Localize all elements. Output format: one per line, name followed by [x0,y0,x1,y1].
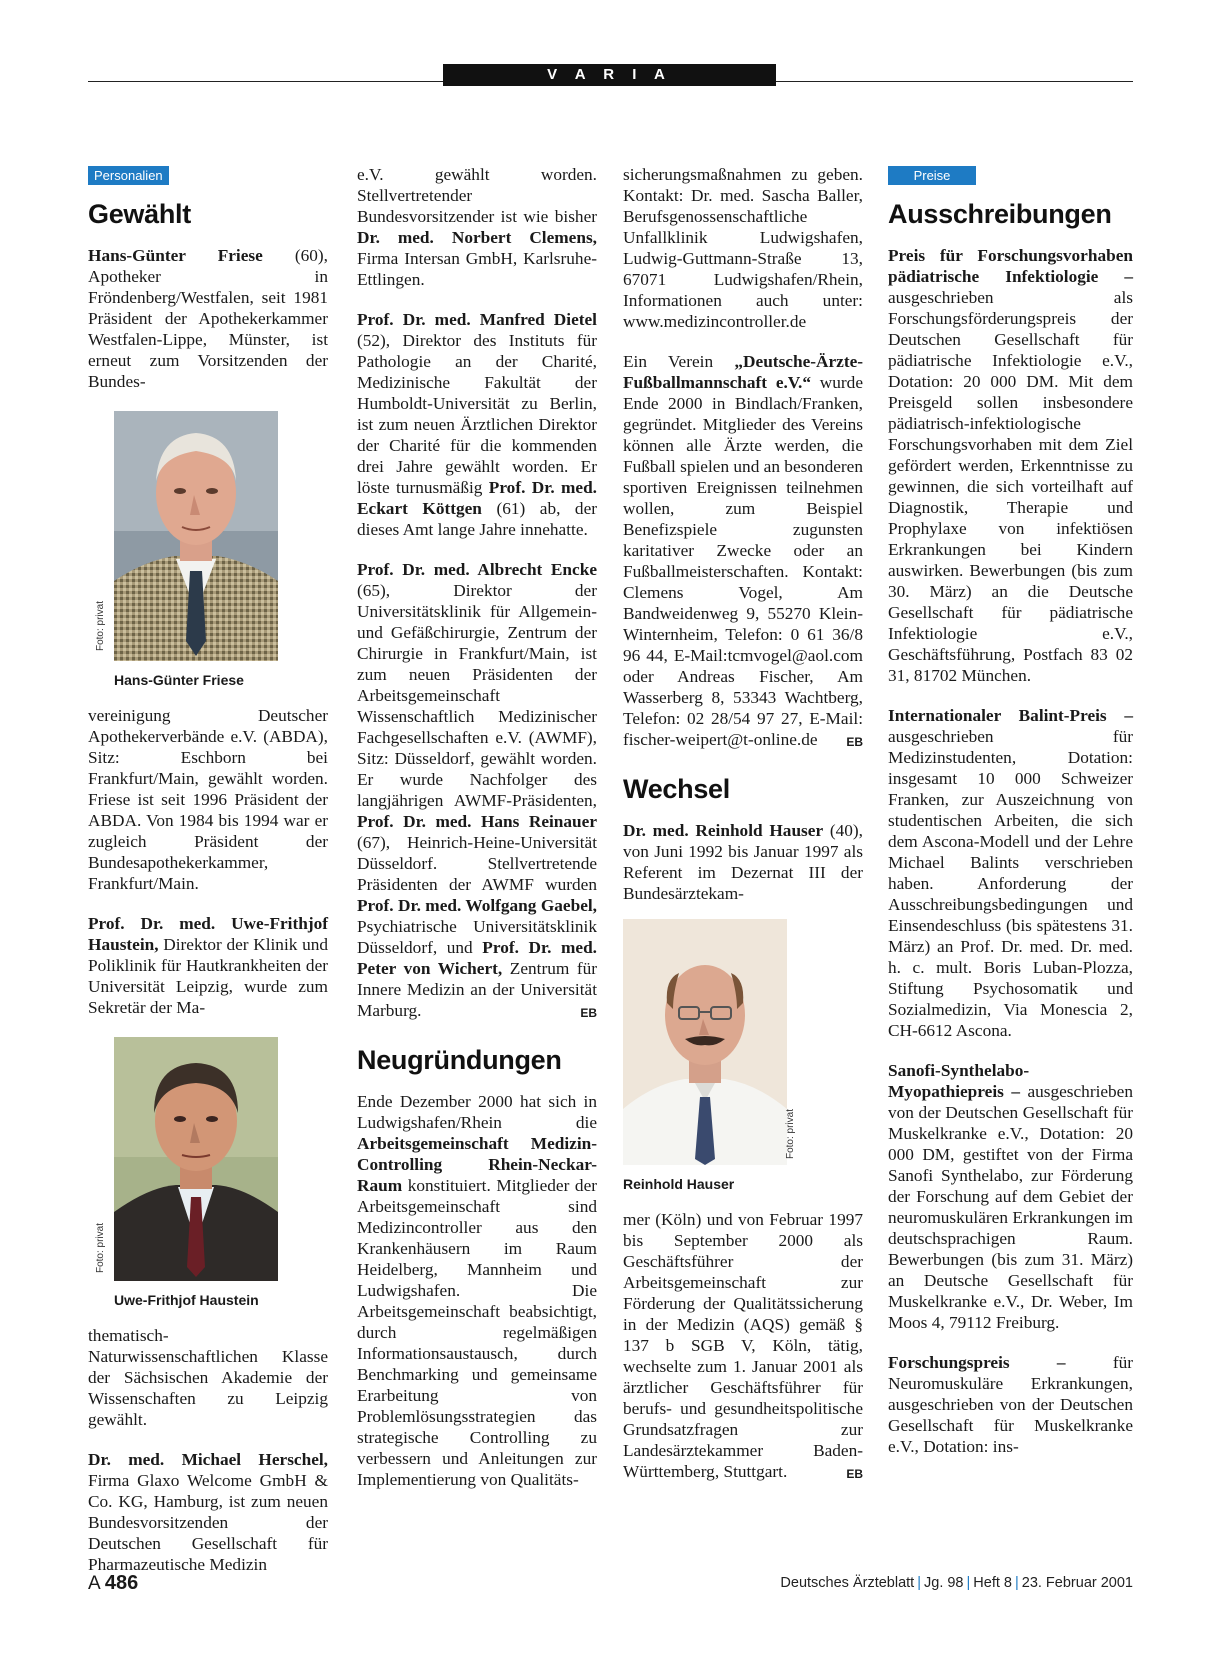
name-arbeitsgemeinschaft: Arbeitsgemeinschaft Medizin-Controlling Rhein-Neckar-Raum [357,1134,597,1195]
text-encke-a: (65), Direktor der Universitätsklinik für Allgemein- und Gefäßchirurgie, Zentrum der Chirurgie in Frankfurt/Main, ist zum neuen Präsidenten der Arbeitsgemeinschaft Wissenschaftlich Medizinischer Fachgesellschaften e.V. (AWMF), Sitz: Düsseldorf, gewählt worden. Er wurde Nachfolger des langjährigen AWMF-Präsidenten, [357,581,597,810]
author-initials: EB [580,1006,597,1020]
photo-credit-hauser: Foto: privat [785,1109,796,1160]
journal-issue: Heft 8 [973,1575,1012,1591]
photo-block-haustein [88,1037,328,1311]
name-herschel: Dr. med. Michael Herschel, [88,1450,328,1469]
name-reinauer: Prof. Dr. med. Hans Reinauer [357,812,597,831]
text-clemens-a: e.V. gewählt worden. Stellvertretender Bundesvorsitzender ist wie bisher [357,165,597,226]
text-hauser-a: (40), von Juni 1992 bis Januar 1997 als Referent im Dezernat III der Bundesärztekam- [623,821,864,903]
portrait-friese [114,411,278,666]
text-controlling-b: konstituiert. Mitglieder der Arbeitsgemeinschaft sind Medizincontroller aus den Krankenhäusern im Raum Heidelberg, Mannheim und Ludwigshafen. Die Arbeitsgemeinschaft beabsichtigt, durch regelmäßigen Informationsaustausch, durch Benchmarking und gemeinsame Erarbeitung von Problemlösungsstrategien das strategische Controlling zu verbessern und Anleitungen zur Implementierung von Qualitäts- [357,1176,597,1489]
name-preis-infektiologie: Preis für Forschungsvorhaben pädiatrische Infektiologie – [888,246,1133,286]
heading-wechsel: Wechsel [623,774,730,804]
journal-name: Deutsches Ärzteblatt [780,1575,915,1591]
photo-block-friese [88,411,328,691]
paragraph-balint-preis [888,705,1133,1041]
name-wichert: Prof. Dr. med. Peter von Wichert, [357,938,597,978]
paragraph-hauser-cont [623,1209,863,1482]
paragraph-encke [357,559,597,1021]
name-forschungspreis: Forschungspreis – [888,1353,1066,1372]
text-encke-d: Zentrum für Innere Medizin an der Universität Marburg. [357,959,597,1020]
caption-hauser: Reinhold Hauser [623,1176,735,1192]
column-1 [88,164,328,1594]
text-fussball-b: wurde Ende 2000 in Bindlach/Franken, gegründet. Mitglieder des Vereins können alle Ärzte werden, die Fußball spielen und an besonderen sportiven Ereignissen teilnehmen wollen, zum Beispiel Benefizspiele zugunsten karitativer Zwecke oder an Fußballmeisterschaften. Kontakt: Clemens Vogel, Am Bandweidenweg 9, 55270 Klein-Winternheim, Telefon: 0 61 36/8 96 44, E-Mail:tcmvogel@aol.com oder Andreas Fischer, Am Wasserberg 8, 53343 Wachtberg, Telefon: 02 28/54 97 27, E-Mail: fischer-weipert@t-online.de [623,373,863,749]
paragraph-forschungspreis [888,1352,1133,1457]
text-clemens-b: Firma Intersan GmbH, Karlsruhe-Ettlingen. [357,249,597,289]
paragraph-haustein [88,913,328,1018]
column-2 [357,164,597,1509]
text-fussball-a: Ein Verein [623,352,735,371]
text-hauser-cont: mer (Köln) und von Februar 1997 bis September 2000 als Geschäftsführer der Arbeitsgemeinschaft zur Förderung der Qualitätssicherung in der Medizin (AQS) gemäß § 137 b SGB V, Köln, tätig, wechselte zum 1. Januar 2001 als ärztlicher Geschäftsführer für berufs- und gesundheitspolitische Grundsatzfragen zur Landesärztekammer Baden-Württemberg, Stuttgart. [623,1210,863,1481]
name-gaebel: Prof. Dr. med. Wolfgang Gaebel, [357,896,597,915]
name-dietel: Prof. Dr. med. Manfred Dietel [357,310,597,329]
text-herschel: Firma Glaxo Welcome GmbH & Co. KG, Hamburg, ist zum neuen Bundesvorsitzenden der Deutschen Gesellschaft für Pharmazeutische Medizin [88,1471,328,1574]
name-clemens: Dr. med. Norbert Clemens, [357,228,597,247]
photo-block-hauser [623,919,863,1195]
name-encke: Prof. Dr. med. Albrecht Encke [357,560,597,579]
name-hauser: Dr. med. Reinhold Hauser [623,821,824,840]
paragraph-dietel [357,309,597,540]
paragraph-haustein-cont: thematisch-Naturwissenschaftlichen Klasse der Sächsischen Akademie der Wissenschaften zu Leipzig gewählt. [88,1326,328,1429]
page-number-value: 486 [104,1572,139,1594]
paragraph-medizin-controlling [357,1091,597,1490]
portrait-friese-image [114,411,278,661]
heading-gewaehlt: Gewählt [88,199,191,229]
page-number [88,1572,138,1595]
photo-credit-haustein: Foto: privat [95,1223,106,1274]
portrait-haustein [114,1037,278,1286]
text-controlling-a: Ende Dezember 2000 hat sich in Ludwigshafen/Rhein die [357,1092,597,1132]
separator: | [1014,1575,1019,1591]
page-prefix: A [88,1573,100,1594]
paragraph-paediatrische-infektiologie [888,245,1133,686]
name-fussballmannschaft: „Deutsche-Ärzte-Fußballmannschaft e.V.“ [623,352,863,392]
text-forschungspreis: für Neuromuskuläre Erkrankungen, ausgeschrieben von der Deutschen Gesellschaft für Muskelkranke e.V., Dotation: ins- [888,1353,1133,1456]
author-initials: EB [846,1467,863,1481]
column-3 [623,164,863,1501]
paragraph-friese [88,245,328,392]
text-dietel-b: (61) ab, der dieses Amt lange Jahre innehatte. [357,499,597,539]
name-koettgen: Prof. Dr. med. Eckart Köttgen [357,478,597,518]
portrait-hauser-image [623,919,787,1165]
category-tag-personalien: Personalien [88,166,169,185]
paragraph-myopathiepreis [888,1060,1133,1333]
journal-info [780,1575,1133,1591]
photo-credit-friese: Foto: privat [95,601,106,652]
paragraph-fussball [623,351,863,750]
name-friese: Hans-Günter Friese [88,246,263,265]
paragraph-hauser [623,820,863,904]
section-header: V A R I A [443,64,776,86]
text-encke-c: Psychiatrische Universitätsklinik Düsseldorf, und [357,917,597,957]
name-haustein: Prof. Dr. med. Uwe-Frithjof Haustein, [88,914,328,954]
portrait-hauser [623,919,796,1170]
text-myopathie: ausgeschrieben von der Deutschen Gesellschaft für Muskelkranke e.V., Dotation: 20 000 DM, gestiftet von der Firma Sanofi Synthelabo, zur Förderung der Forschung auf dem Gebiet der neuromuskulären Erkrankungen im deutschsprachigen Raum. Bewerbungen (bis zum 31. März) an Deutsche Gesellschaft für Muskelkranke e.V., Dr. Weber, Im Moos 4, 79112 Freiburg. [888,1082,1133,1332]
name-myopathiepreis: Sanofi-Synthelabo-Myopathiepreis – [888,1061,1030,1101]
caption-friese: Hans-Günter Friese [114,672,244,688]
portrait-haustein-image [114,1037,278,1281]
paragraph-clemens [357,164,597,290]
paragraph-controlling-cont: sicherungsmaßnahmen zu geben. Kontakt: Dr. med. Sascha Baller, Berufsgenossenschaftliche Unfallklinik Ludwigshafen, Ludwig-Guttmann-Straße 13, 67071 Ludwigshafen/Rhein, Informationen auch unter: www.medizincontroller.de [623,165,863,331]
heading-ausschreibungen: Ausschreibungen [888,199,1112,229]
paragraph-herschel [88,1449,328,1575]
text-infektiologie: ausgeschrieben als Forschungsförderungspreis der Deutschen Gesellschaft für pädiatrische Infektiologie e.V., Dotation: 20 000 DM. Mit dem Preisgeld sollen insbesondere pädiatrisch-infektiologische Forschungsvorhaben mit dem Ziel gefördert werden, Erkenntnisse zu gewinnen, die sich vorteilhaft auf Diagnostik, Therapie und Prophylaxe von infektiösen Erkrankungen bei Kindern auswirken. Bewerbungen (bis zum 30. März) an die Deutsche Gesellschaft für pädiatrische Infektiologie e.V., Geschäftsführung, Postfach 83 02 31, 81702 München. [888,288,1133,685]
paragraph-friese-cont: vereinigung Deutscher Apothekerverbände e.V. (ABDA), Sitz: Eschborn bei Frankfurt/Main, gewählt worden. Friese ist seit 1996 Präsident der ABDA. Von 1984 bis 1994 war er zugleich Präsident der Bundesapothekerkammer, Frankfurt/Main. [88,706,328,893]
separator: | [917,1575,921,1591]
text-dietel-a: (52), Direktor des Instituts für Pathologie an der Charité, Medizinische Fakultät der Humboldt-Universität zu Berlin, ist zum neuen Ärztlichen Direktor der Charité für die kommenden drei Jahre gewählt worden. Er löste turnusmäßig [357,331,597,497]
separator: | [966,1575,971,1591]
name-balint-preis: Internationaler Balint-Preis – [888,706,1133,725]
journal-volume: Jg. 98 [924,1575,964,1591]
column-4 [888,164,1133,1476]
text-encke-b: (67), Heinrich-Heine-Universität Düsseldorf. Stellvertretende Präsidenten der AWMF wurden [357,833,597,894]
author-initials: EB [846,735,863,749]
text-balint: ausgeschrieben für Medizinstudenten, Dotation: insgesamt 10 000 Schweizer Franken, zur Auszeichnung von studentischen Arbeiten, die sich dem Ascona-Modell und der Lehre Michael Balints verschrieben haben. Anforderung der Ausschreibungsbedingungen und Einsendeschluss (bis spätestens 31. März) an Prof. Dr. med. Dr. med. h. c. mult. Boris Luban-Plozza, Stiftung Psychosomatik und Sozialmedizin, Via Monescia 2, CH-6612 Ascona. [888,727,1133,1040]
heading-neugruendungen: Neugründungen [357,1045,562,1075]
caption-haustein: Uwe-Frithjof Haustein [114,1292,259,1308]
text-friese: (60), Apotheker in Fröndenberg/Westfalen, seit 1981 Präsident der Apothekerkammer Westfalen-Lippe, Münster, ist erneut zum Vorsitzenden der Bundes- [88,246,328,391]
category-tag-preise: Preise [888,166,976,185]
text-haustein: Direktor der Klinik und Poliklinik für Hautkrankheiten der Universität Leipzig, wurde zum Sekretär der Ma- [88,935,328,1017]
journal-date: 23. Februar 2001 [1021,1575,1133,1591]
